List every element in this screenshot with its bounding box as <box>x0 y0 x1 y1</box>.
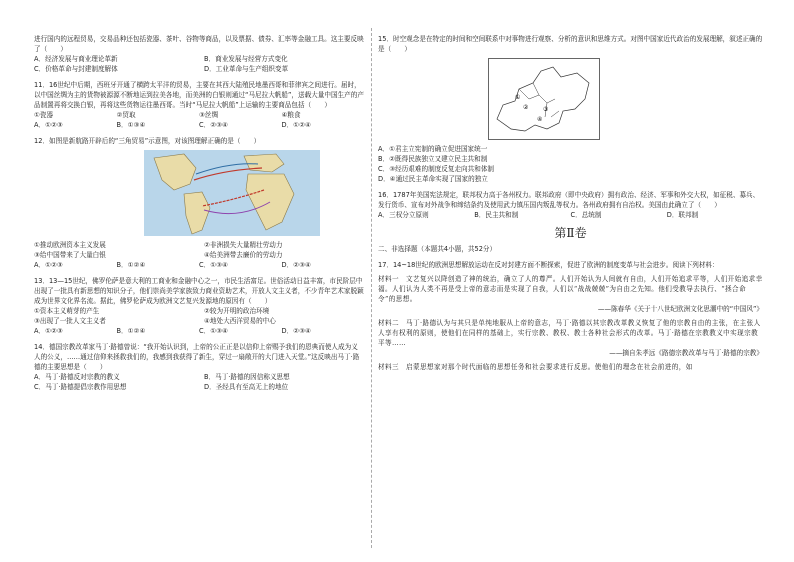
q13-items <box>34 306 364 326</box>
q15-option-c: C．③经历艰难的制度反复走向共和体制 <box>378 165 495 173</box>
europe-map <box>488 58 600 140</box>
q16-stem: 16．1787年美国宪法规定，联邦权力高于各州权力。联邦政府（即中央政府）拥有政治、经济、军事和外交大权，如征税、募兵、发行货币、宣布对外战争和缔结条约及使用武力镇压国内叛乱等权力。各州政府拥有自治权。美国由此确立了（ ） <box>378 191 760 209</box>
q13-options <box>34 326 364 336</box>
material-one-source: ——陈春华《关于十八世纪欧洲文化思潮中的“中国风”》 <box>597 305 763 313</box>
q17-stem: 17．14~18世纪的欧洲思想解放运动在反对封建方面不断探索，促进了欧洲的制度变革与社会进步。阅读下列材料： <box>378 261 719 269</box>
q11-option-d: D．①②④ <box>281 121 311 129</box>
triangle-trade-map-graphic <box>144 150 320 236</box>
q11-stem: 11．16世纪中后期，西班牙开通了横跨太平洋的贸易，主要在其西大陆殖民地墨西哥和菲律宾之间进行。届时，以中国丝绸为主的货物被源源不断地运到拉美各地，而美洲的白银则通过“马尼拉大帆船”，送载大量中国生产的产品制置再将交换白银，再将这些货物运往墨西哥。当时“马尼拉大帆船”上运输的主要商品包括（ ） <box>34 81 364 109</box>
q13-option-d: D．②③④ <box>281 327 311 335</box>
q14-options <box>34 372 364 392</box>
right-column <box>378 34 763 372</box>
q10-option-d: D．工业革命与生产组织变革 <box>204 65 289 73</box>
q13-item: ②较为开明的政治环境 <box>204 307 270 315</box>
q13-item: ③出现了一批人文主义者 <box>34 317 106 325</box>
q14-option-c: C．马丁·路德提倡宗教作用思想 <box>34 383 127 391</box>
q13-option-b: B．①②④ <box>116 327 146 335</box>
map-label-3: ③ <box>543 106 549 113</box>
part-two-title: 第Ⅱ卷 <box>554 226 587 240</box>
q10-option-c: C．价格革命与封建制度解体 <box>34 65 118 73</box>
map-label-2: ② <box>523 104 529 111</box>
triangle-trade-map <box>144 150 320 236</box>
q16-option-c: C．总统制 <box>570 211 602 219</box>
material-two: 材料二 马丁·路德认为与其只是单纯地服从上帝的意志，马丁·路德以其宗教改革教义恢复了他的宗教自由的主张，在主张人人享有权利的原则，使他们在同样的基础上，实行宗教、教权、教士各种社会形式的改革。马丁·路德在宗教教义中实现宗教平等…… <box>378 319 761 347</box>
material-two-source: ——摘自朱孝远《路德宗教改革与马丁·路德的宗教》 <box>609 349 763 357</box>
q16-option-d: D．联邦制 <box>666 211 699 219</box>
q14-option-d: D．圣经具有至高无上的地位 <box>204 383 289 391</box>
q13-stem: 13．13—15世纪，佛罗伦萨是意大利的工商业和金融中心之一，市民生活富足。世俗活动日益丰富，市民阶层中出现了一批具有新思想的知识分子，他们崇尚美学家族致力商业资助艺术，开放人文主义者，不少青年艺术家脱颖成为世界文化界名流。据此，佛罗伦萨成为欧洲文艺复兴发源地的原因有（ ） <box>34 277 364 305</box>
q11-option-b: B．①③④ <box>116 121 146 129</box>
map-label-4: ④ <box>537 116 543 123</box>
q14-stem: 14．德国宗教改革家马丁·路德曾说：“我开始认识到，上帝的公正正是以信仰上帝赐予我们的恩典而使人成为义人的公义，……通过信仰来拯救我们的，我感到我获得了新生，穿过一扇敞开的大门进入天堂。”这反映出马丁·路德的主要思想是（ ） <box>34 343 360 371</box>
q11-item: ①瓷器 <box>34 111 54 119</box>
q12-item: ②非洲损失大量精壮劳动力 <box>204 241 283 249</box>
q15-option-d: D．④通过民主革命实现了国家的独立 <box>378 175 488 183</box>
q12-item: ③给中国带来了大量白银 <box>34 251 106 259</box>
part-two-header: 二、非选择题（本题共4小题，共52分） <box>378 245 497 253</box>
q12-option-a: A．①②③ <box>34 261 63 269</box>
q16-option-b: B．民主共和制 <box>474 211 519 219</box>
q11-item: ②贸取 <box>116 111 136 119</box>
column-divider <box>371 28 372 548</box>
q12-item: ①推动欧洲资本主义发展 <box>34 241 106 249</box>
q11-items <box>34 110 364 120</box>
q13-item: ④地处大西洋贸易的中心 <box>204 317 276 325</box>
q10-options <box>34 54 364 74</box>
q12-option-b: B．①②④ <box>116 261 146 269</box>
q12-items <box>34 240 364 260</box>
q12-options <box>34 260 364 270</box>
q10-stem-tail: 进行国内的远程贸易，交易品种还包括瓷器、茶叶、谷物等商品，以及票据、债券、汇率等金融工具。这主要反映了（ ） <box>34 35 364 53</box>
q16-option-a: A．三权分立原则 <box>378 211 429 219</box>
q11-options <box>34 120 364 130</box>
q11-option-a: A．①②③ <box>34 121 63 129</box>
material-one: 材料一 文艺复兴以降创造了神的统治，确立了人的尊严。人们开始认为人间就有自由，人们开始追求平等，人们开始追求幸福。人们认为人类不再是受上帝的意志而是实现了自我，人们以“战战兢兢”为自由之先知。他们受教导去执行、“拯合命令”的思想。 <box>378 275 763 303</box>
q13-item: ①资本主义萌芽的产生 <box>34 307 100 315</box>
q15-option-a: A．①君主立宪制的确立促进国家统一 <box>378 145 488 153</box>
map-label-1: ① <box>515 94 521 101</box>
europe-map-graphic <box>489 59 599 139</box>
q13-option-a: A．①②③ <box>34 327 63 335</box>
q11-item: ③丝绸 <box>199 111 219 119</box>
q15-option-b: B．②既得民族独立又建立民主共和制 <box>378 155 488 163</box>
q14-option-b: B．马丁·路德的因信称义思想 <box>204 373 290 381</box>
q11-option-c: C．②③④ <box>199 121 228 129</box>
q13-option-c: C．①③④ <box>199 327 228 335</box>
q12-item: ④给美洲带去廉价的劳动力 <box>204 251 283 259</box>
q11-item: ④粮食 <box>281 111 301 119</box>
material-three: 材料三 启蒙思想家对那个时代面临的思想任务和社会要求进行反思。使他们的理念在社会前进的，如 <box>378 363 693 371</box>
q12-stem: 12．如图是新航路开辟后的“三角贸易”示意图，对该图理解正确的是（ ） <box>34 137 261 145</box>
q15-stem: 15．时空观念是在特定的时间和空间联系中对事物进行观察、分析的意识和思维方式。对图中国家近代政治的发展理解，叙述正确的是（ ） <box>378 35 763 53</box>
q15-options <box>378 144 763 184</box>
left-column <box>34 34 364 392</box>
q10-option-a: A．经济发展与商业理论革新 <box>34 55 118 63</box>
q12-option-c: C．①③④ <box>199 261 228 269</box>
q10-option-b: B．商业发展与经营方式变化 <box>204 55 288 63</box>
q16-options <box>378 210 763 220</box>
q12-option-d: D．②③④ <box>281 261 311 269</box>
q14-option-a: A．马丁·路德反对宗教的教义 <box>34 373 120 381</box>
